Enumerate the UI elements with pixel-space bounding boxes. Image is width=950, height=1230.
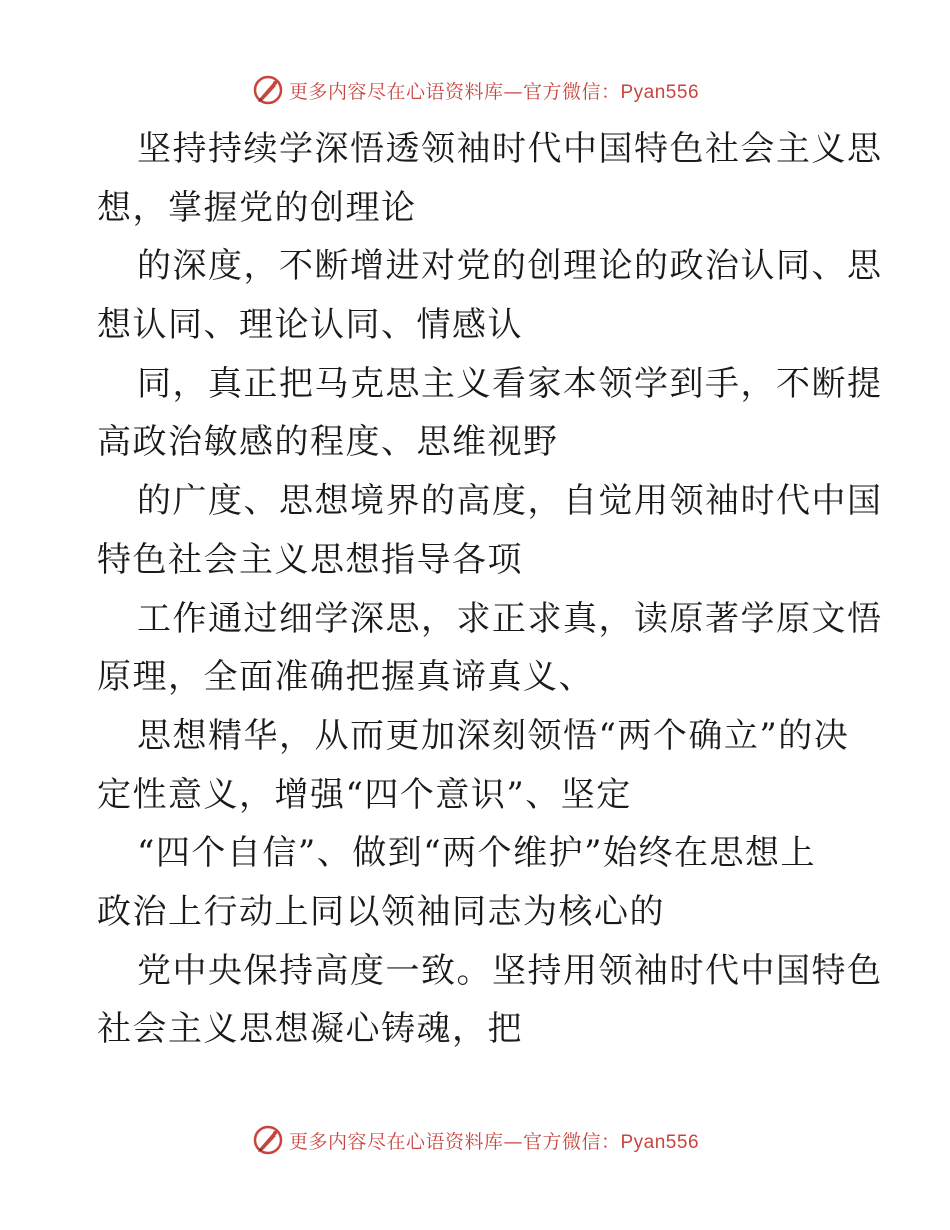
pen-logo-icon <box>251 1123 285 1157</box>
header-banner-text: 更多内容尽在心语资料库—官方微信：Pyan556 <box>288 80 700 103</box>
header-banner <box>0 70 950 110</box>
pen-logo-icon <box>251 73 285 107</box>
text-line: 政治上行动上同以领袖同志为核心的 <box>97 891 665 932</box>
body-text <box>97 120 883 1059</box>
text-line: 想认同、理论认同、情感认 <box>97 305 523 346</box>
text-line: 工作通过细学深思，求正求真，读原著学原文悟 <box>137 598 883 639</box>
text-line: “四个自信”、做到“两个维护”始终在思想上 <box>137 833 817 874</box>
text-line: 定性意义，增强“四个意识”、坚定 <box>97 774 632 815</box>
text-line: 思想精华，从而更加深刻领悟“两个确立”的决 <box>137 715 850 756</box>
text-line: 的深度，不断增进对党的创理论的政治认同、思 <box>137 246 883 287</box>
footer-banner <box>0 1120 950 1160</box>
text-line: 原理，全面准确把握真谛真义、 <box>97 657 594 698</box>
text-line: 同，真正把马克思主义看家本领学到手，不断提 <box>137 363 883 404</box>
text-line: 想，掌握党的创理论 <box>97 187 417 228</box>
text-line: 坚持持续学深悟透领袖时代中国特色社会主义思 <box>137 129 883 169</box>
text-line: 党中央保持高度一致。坚持用领袖时代中国特色 <box>137 950 883 991</box>
footer-banner-text: 更多内容尽在心语资料库—官方微信：Pyan556 <box>288 1130 700 1153</box>
text-line: 特色社会主义思想指导各项 <box>97 539 523 580</box>
text-line: 高政治敏感的程度、思维视野 <box>97 422 559 463</box>
text-line: 社会主义思想凝心铸魂，把 <box>97 1009 523 1050</box>
text-line: 的广度、思想境界的高度，自觉用领袖时代中国 <box>137 481 883 522</box>
